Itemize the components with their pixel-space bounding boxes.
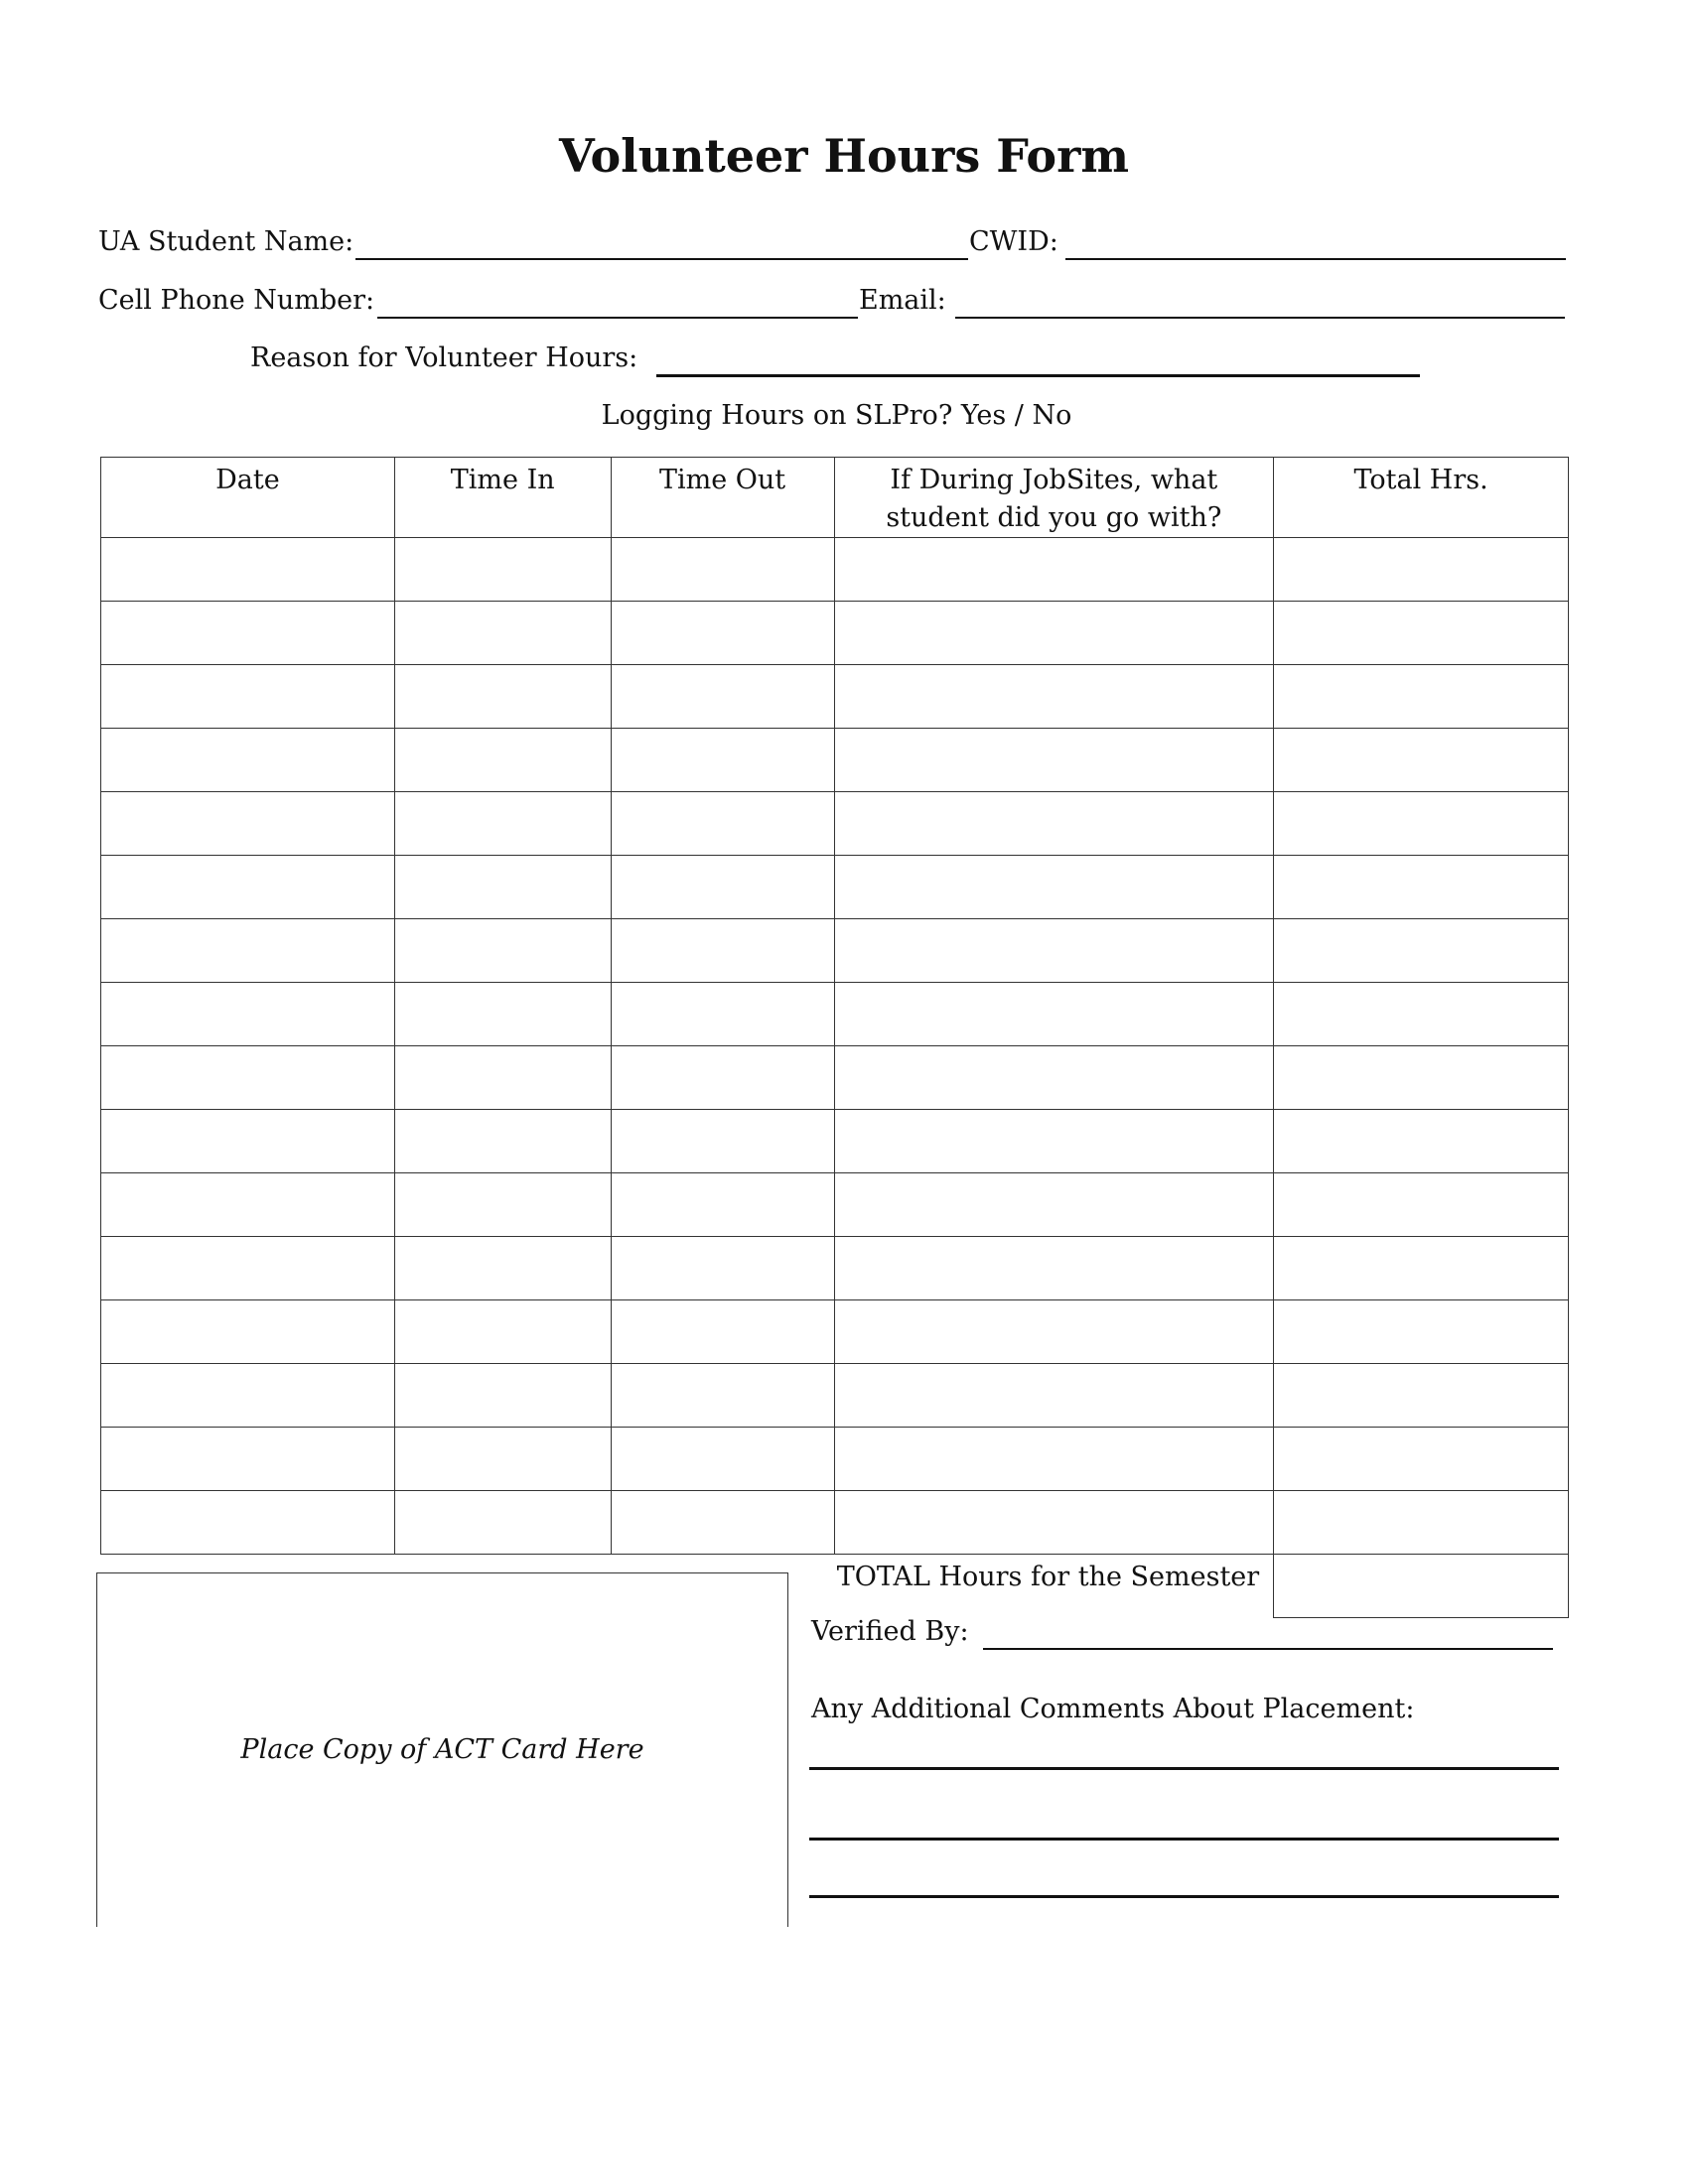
cell-time-in[interactable] (394, 1491, 611, 1555)
comments-line-2[interactable] (809, 1808, 1559, 1841)
table-row (101, 602, 1569, 665)
hours-table (100, 457, 1569, 1618)
cell-time-out[interactable] (611, 1364, 834, 1428)
cell-phone-label: Cell Phone Number: (98, 285, 375, 316)
table-header-row (101, 458, 1569, 538)
header-total-hrs: Total Hrs. (1274, 458, 1569, 538)
cell-time-out[interactable] (611, 602, 834, 665)
comments-label: Any Additional Comments About Placement: (811, 1694, 1415, 1724)
student-name-field[interactable] (355, 228, 968, 260)
cell-total-hrs[interactable] (1274, 1364, 1569, 1428)
cell-time-out[interactable] (611, 538, 834, 602)
table-row (101, 1491, 1569, 1555)
cell-time-in[interactable] (394, 1300, 611, 1364)
cell-time-in[interactable] (394, 919, 611, 983)
verified-by-label: Verified By: (811, 1616, 969, 1647)
cell-date[interactable] (101, 919, 395, 983)
cell-time-in[interactable] (394, 1364, 611, 1428)
cell-jobsite-student[interactable] (834, 1237, 1274, 1300)
reason-label: Reason for Volunteer Hours: (250, 342, 638, 373)
cell-time-out[interactable] (611, 1428, 834, 1491)
cell-total-hrs[interactable] (1274, 1237, 1569, 1300)
cell-date[interactable] (101, 665, 395, 729)
cell-time-in[interactable] (394, 1173, 611, 1237)
cell-total-hrs[interactable] (1274, 665, 1569, 729)
cell-date[interactable] (101, 602, 395, 665)
email-field[interactable] (955, 287, 1565, 319)
header-time-out: Time Out (611, 458, 834, 538)
header-date: Date (101, 458, 395, 538)
cell-time-in[interactable] (394, 983, 611, 1046)
cell-jobsite-student[interactable] (834, 983, 1274, 1046)
cell-date[interactable] (101, 1364, 395, 1428)
table-row (101, 1046, 1569, 1110)
cell-jobsite-student[interactable] (834, 1300, 1274, 1364)
cell-date[interactable] (101, 792, 395, 856)
cell-date[interactable] (101, 1491, 395, 1555)
table-row (101, 1173, 1569, 1237)
cell-date[interactable] (101, 1110, 395, 1173)
cell-jobsite-student[interactable] (834, 665, 1274, 729)
cell-total-hrs[interactable] (1274, 983, 1569, 1046)
slpro-question: Logging Hours on SLPro? Yes / No (601, 400, 1072, 431)
cell-time-out[interactable] (611, 1300, 834, 1364)
cell-time-in[interactable] (394, 1046, 611, 1110)
cell-time-out[interactable] (611, 792, 834, 856)
cell-time-in[interactable] (394, 729, 611, 792)
cell-date[interactable] (101, 1300, 395, 1364)
cell-jobsite-student[interactable] (834, 1428, 1274, 1491)
student-name-label: UA Student Name: (98, 226, 354, 257)
cwid-field[interactable] (1065, 228, 1566, 260)
cell-time-out[interactable] (611, 1237, 834, 1300)
act-card-box (96, 1572, 788, 1927)
cell-jobsite-student[interactable] (834, 1173, 1274, 1237)
cell-total-hrs[interactable] (1274, 1300, 1569, 1364)
table-row (101, 856, 1569, 919)
cell-time-out[interactable] (611, 665, 834, 729)
cell-total-hrs[interactable] (1274, 856, 1569, 919)
cell-time-out[interactable] (611, 983, 834, 1046)
cell-time-out[interactable] (611, 1173, 834, 1237)
cell-time-out[interactable] (611, 1046, 834, 1110)
comments-line-3[interactable] (809, 1865, 1559, 1898)
cell-date[interactable] (101, 983, 395, 1046)
cell-time-in[interactable] (394, 792, 611, 856)
cell-date[interactable] (101, 1237, 395, 1300)
cell-total-hrs[interactable] (1274, 792, 1569, 856)
act-card-label: Place Copy of ACT Card Here (240, 1734, 644, 1765)
cell-time-out[interactable] (611, 856, 834, 919)
cell-time-out[interactable] (611, 1110, 834, 1173)
cell-time-out[interactable] (611, 919, 834, 983)
cell-date[interactable] (101, 1173, 395, 1237)
cell-date[interactable] (101, 1428, 395, 1491)
cell-total-hrs[interactable] (1274, 1173, 1569, 1237)
table-row (101, 983, 1569, 1046)
cwid-label: CWID: (969, 226, 1058, 257)
comments-line-1[interactable] (809, 1737, 1559, 1770)
page-title: Volunteer Hours Form (558, 129, 1129, 183)
cell-time-out[interactable] (611, 729, 834, 792)
table-row (101, 1428, 1569, 1491)
header-time-in: Time In (394, 458, 611, 538)
cell-date[interactable] (101, 856, 395, 919)
cell-jobsite-student[interactable] (834, 792, 1274, 856)
table-row (101, 1237, 1569, 1300)
cell-time-in[interactable] (394, 538, 611, 602)
cell-time-in[interactable] (394, 602, 611, 665)
cell-date[interactable] (101, 538, 395, 602)
cell-time-out[interactable] (611, 1491, 834, 1555)
cell-date[interactable] (101, 729, 395, 792)
cell-jobsite-student[interactable] (834, 602, 1274, 665)
cell-time-in[interactable] (394, 1428, 611, 1491)
cell-jobsite-student[interactable] (834, 1046, 1274, 1110)
cell-jobsite-student[interactable] (834, 538, 1274, 602)
table-row (101, 1110, 1569, 1173)
cell-total-hrs[interactable] (1274, 538, 1569, 602)
cell-total-hrs[interactable] (1274, 919, 1569, 983)
cell-jobsite-student[interactable] (834, 856, 1274, 919)
table-row (101, 919, 1569, 983)
table-row (101, 538, 1569, 602)
email-label: Email: (859, 285, 946, 316)
total-hours-cell[interactable] (1274, 1555, 1569, 1618)
cell-time-in[interactable] (394, 665, 611, 729)
cell-jobsite-student[interactable] (834, 1491, 1274, 1555)
total-hours-label: TOTAL Hours for the Semester (836, 1562, 1260, 1592)
cell-phone-field[interactable] (377, 287, 858, 319)
cell-time-in[interactable] (394, 856, 611, 919)
cell-total-hrs[interactable] (1274, 602, 1569, 665)
cell-jobsite-student[interactable] (834, 919, 1274, 983)
cell-total-hrs[interactable] (1274, 1110, 1569, 1173)
verified-by-field[interactable] (983, 1618, 1553, 1650)
cell-jobsite-student[interactable] (834, 1364, 1274, 1428)
cell-total-hrs[interactable] (1274, 1046, 1569, 1110)
cell-total-hrs[interactable] (1274, 729, 1569, 792)
table-row (101, 665, 1569, 729)
table-row (101, 792, 1569, 856)
cell-total-hrs[interactable] (1274, 1428, 1569, 1491)
cell-jobsite-student[interactable] (834, 1110, 1274, 1173)
header-jobsite-student: If During JobSites, what student did you go with? (834, 458, 1274, 538)
cell-time-in[interactable] (394, 1110, 611, 1173)
table-row (101, 729, 1569, 792)
reason-field[interactable] (656, 344, 1420, 377)
cell-jobsite-student[interactable] (834, 729, 1274, 792)
cell-time-in[interactable] (394, 1237, 611, 1300)
cell-total-hrs[interactable] (1274, 1491, 1569, 1555)
table-row (101, 1364, 1569, 1428)
table-row (101, 1300, 1569, 1364)
cell-date[interactable] (101, 1046, 395, 1110)
